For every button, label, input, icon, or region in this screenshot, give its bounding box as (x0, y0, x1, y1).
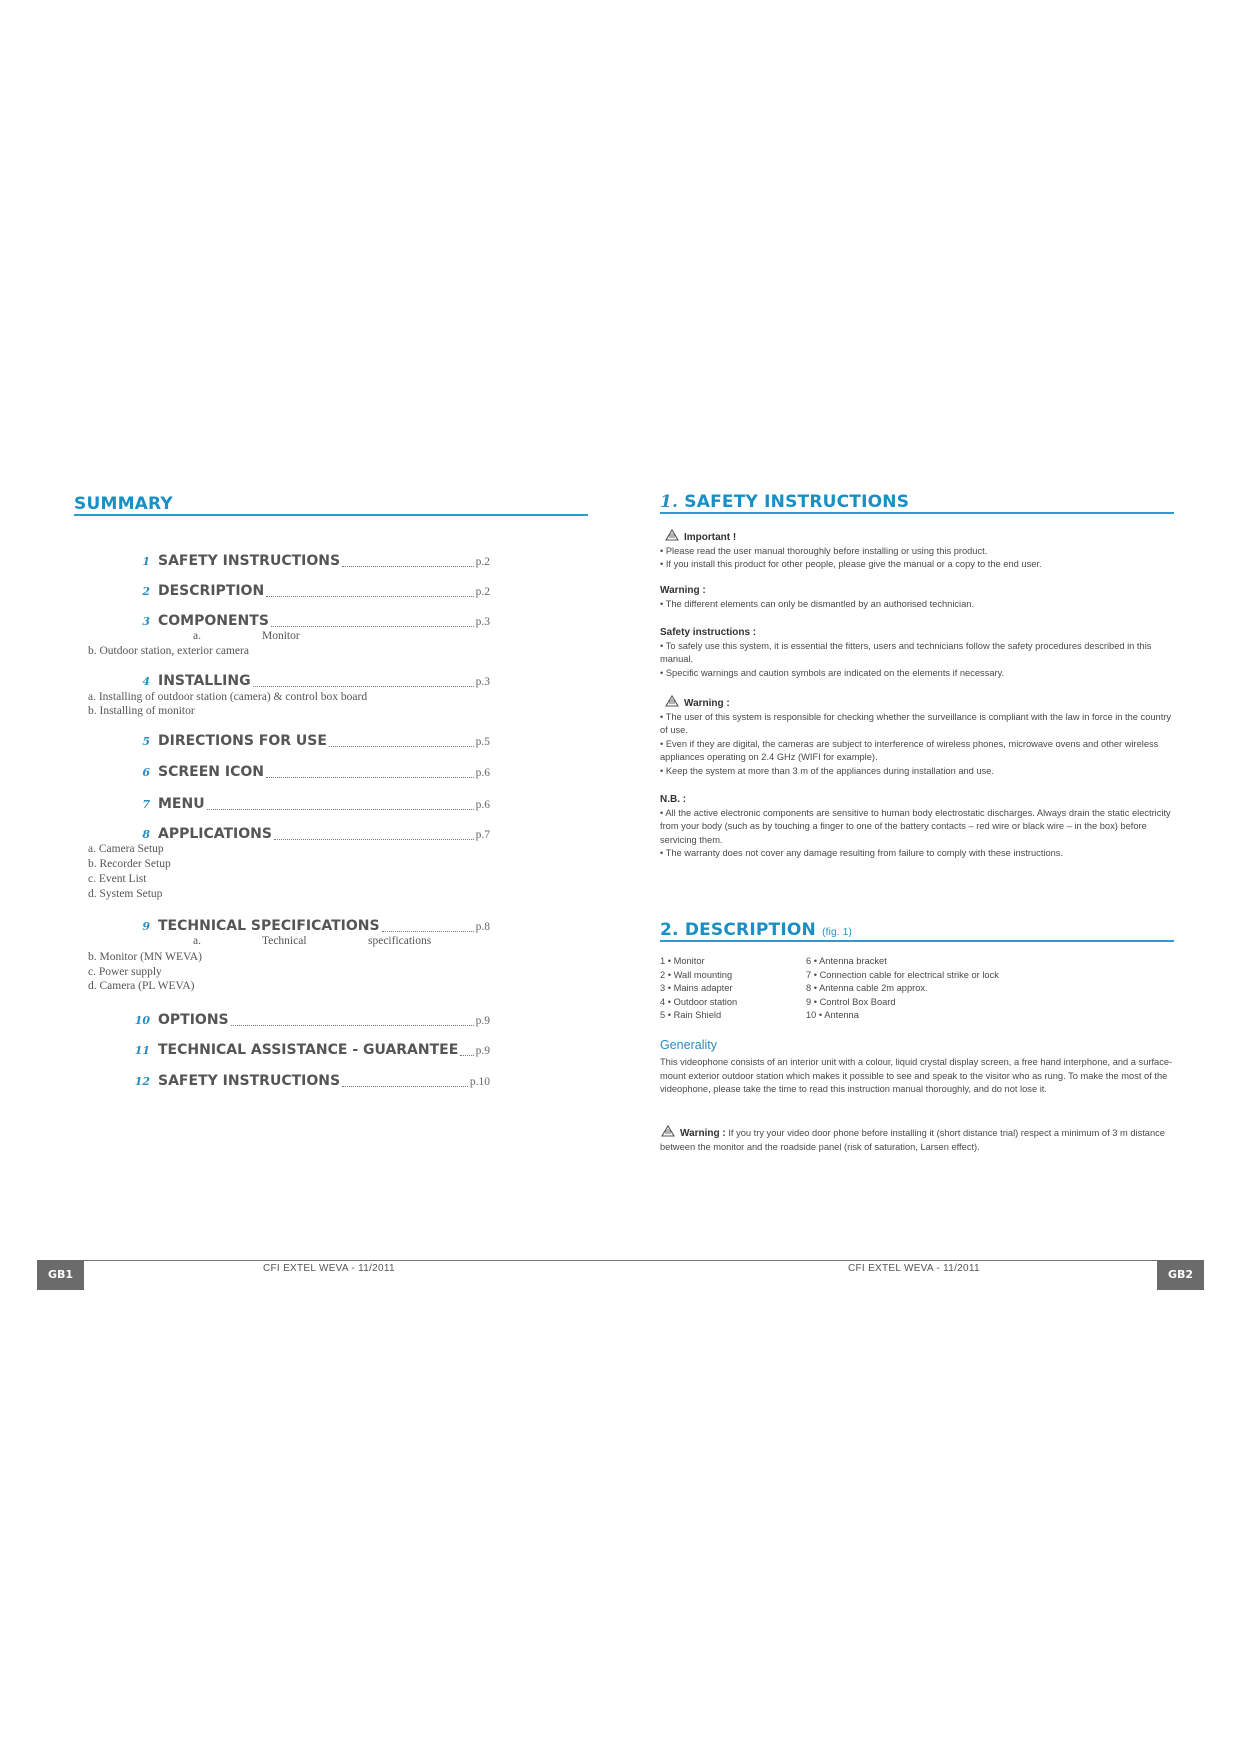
toc-leader (342, 565, 474, 567)
important-line: • Please read the user manual thoroughly before installing or using this product. (660, 545, 988, 556)
description-item: 2 • Wall mounting (660, 969, 733, 980)
toc-item-description[interactable] (132, 583, 490, 601)
applications-sub-c: c. Event List (88, 873, 147, 885)
toc-leader (342, 1085, 468, 1087)
warning3-label: Warning : (680, 1128, 726, 1139)
toc-page: p.3 (475, 616, 490, 628)
section-number: 1. (660, 492, 679, 512)
toc-number: 11 (134, 1044, 150, 1057)
warning2-line: • Keep the system at more than 3 m of the appliances during installation and use. (660, 765, 995, 776)
toc-number: 4 (142, 675, 150, 688)
toc-item-options[interactable] (132, 1012, 490, 1030)
applications-sub-d: d. System Setup (88, 888, 163, 900)
important-block (660, 528, 1180, 572)
warning2-block (660, 694, 1180, 779)
techspec-sub-a-word2: specifications (368, 935, 432, 947)
nb-label: N.B. : (660, 794, 687, 805)
toc-leader (253, 685, 474, 687)
toc-number: 10 (134, 1014, 150, 1027)
toc-title: DESCRIPTION (158, 583, 265, 599)
toc-page: p.8 (475, 921, 490, 933)
toc-page: p.9 (475, 1045, 490, 1057)
toc-page: p.9 (475, 1015, 490, 1027)
toc-leader (382, 930, 474, 932)
toc-page: p.7 (475, 829, 490, 841)
warning3-block (660, 1124, 1180, 1154)
installing-sub-a: a. Installing of outdoor station (camera) & control box board (88, 691, 368, 703)
toc-item-technical-assistance[interactable] (132, 1042, 490, 1060)
toc-number: 5 (142, 735, 150, 748)
footer-text-right: CFI EXTEL WEVA - 11/2011 (848, 1263, 980, 1274)
summary-rule (74, 514, 588, 516)
techspec-sub-a-letter: a. (193, 935, 201, 947)
toc-item-screen-icon[interactable] (132, 764, 490, 782)
description-item: 5 • Rain Shield (660, 1010, 722, 1021)
description-item: 7 • Connection cable for electrical strike or lock (806, 969, 999, 980)
toc-title: INSTALLING (158, 673, 251, 689)
applications-sub-b: b. Recorder Setup (88, 858, 171, 870)
toc-page: p.2 (475, 556, 490, 568)
toc-page: p.6 (475, 799, 490, 811)
techspec-sub-b: b. Monitor (MN WEVA) (88, 951, 202, 963)
warning1-text: • The different elements can only be dismantled by an authorised technician. (660, 598, 975, 609)
toc-number: 2 (142, 585, 150, 598)
description-item: 10 • Antenna (806, 1010, 859, 1021)
warning-hand-icon (664, 528, 680, 542)
toc-item-directions[interactable] (132, 733, 490, 751)
toc-title: OPTIONS (158, 1012, 229, 1028)
toc-number: 1 (142, 555, 150, 568)
section-title: SAFETY INSTRUCTIONS (684, 492, 910, 512)
toc-item-menu[interactable] (132, 796, 490, 814)
toc-item-safety[interactable] (132, 553, 490, 571)
toc-page: p.3 (475, 676, 490, 688)
toc-leader (266, 595, 473, 597)
toc-leader (231, 1024, 474, 1026)
warning-hand-icon (660, 1124, 676, 1138)
figure-reference: (fig. 1) (822, 927, 853, 938)
toc-item-components[interactable] (132, 613, 490, 631)
toc-page: p.5 (475, 736, 490, 748)
toc-title: TECHNICAL ASSISTANCE - GUARANTEE (158, 1042, 459, 1058)
toc-number: 12 (134, 1075, 150, 1088)
warning2-heading (664, 694, 1180, 711)
toc-item-safety-instructions-2[interactable] (132, 1073, 490, 1091)
toc-leader (329, 745, 474, 747)
page-tab-right: GB2 (1157, 1260, 1204, 1290)
description-item: 6 • Antenna bracket (806, 956, 887, 966)
toc-title: SAFETY INSTRUCTIONS (158, 1073, 341, 1089)
techspec-sub-d: d. Camera (PL WEVA) (88, 980, 195, 992)
description-item: 4 • Outdoor station (660, 996, 738, 1007)
warning2-line: • Even if they are digital, the cameras are subject to interference of wireless phones, microwave ovens and other wireless appliances operating on 2.4 GHz (WIFI for example). (660, 738, 1159, 763)
safety-rule (660, 512, 1174, 514)
description-list-left (660, 955, 737, 1023)
safety-instructions-label: Safety instructions : (660, 627, 757, 638)
toc-page: p.6 (475, 767, 490, 779)
warning1-block (660, 584, 1180, 611)
description-rule (660, 940, 1174, 942)
description-item: 3 • Mains adapter (660, 983, 733, 994)
footer-rule (37, 1260, 1204, 1261)
installing-sub-b: b. Installing of monitor (88, 705, 195, 717)
warning1-label: Warning : (660, 585, 706, 596)
section-number: 2. (660, 920, 679, 940)
toc-leader (460, 1054, 473, 1056)
components-sub-a-text: Monitor (262, 630, 300, 642)
toc-title: SAFETY INSTRUCTIONS (158, 553, 341, 569)
safety-heading (660, 492, 909, 512)
toc-leader (274, 838, 474, 840)
toc-number: 7 (142, 798, 150, 811)
summary-title: SUMMARY (74, 494, 173, 514)
toc-item-technical-specifications[interactable] (132, 918, 490, 936)
toc-leader (207, 808, 474, 810)
applications-sub-a: a. Camera Setup (88, 843, 164, 855)
nb-line: • The warranty does not cover any damage resulting from failure to comply with these instructions. (660, 848, 1064, 859)
description-heading (660, 920, 852, 940)
section-title: DESCRIPTION (684, 920, 816, 940)
toc-leader (271, 625, 474, 627)
warning-hand-icon (664, 694, 680, 708)
toc-number: 8 (142, 828, 150, 841)
warning2-line: • The user of this system is responsible for checking whether the surveillance is compliant with the law in force in the country of use. (660, 711, 1172, 736)
toc-item-applications[interactable] (132, 826, 490, 844)
toc-title: APPLICATIONS (158, 826, 272, 842)
description-item: 8 • Antenna cable 2m approx. (806, 983, 928, 994)
safety-line: • Specific warnings and caution symbols are indicated on the elements if necessary. (660, 667, 1005, 678)
warning2-label: Warning : (684, 698, 730, 709)
description-list-right (806, 955, 999, 1023)
toc-title: MENU (158, 796, 205, 812)
important-line: • If you install this product for other people, please give the manual or a copy to the end user. (660, 559, 1042, 570)
toc-number: 6 (142, 766, 150, 779)
page-tab-left: GB1 (37, 1260, 84, 1290)
safety-line: • To safely use this system, it is essential the fitters, users and technicians follow the safety procedures described in this manual. (660, 640, 1152, 665)
safety-instructions-block (660, 626, 1180, 680)
components-sub-a-letter: a. (193, 630, 201, 642)
description-item: 9 • Control Box Board (806, 996, 896, 1007)
toc-page: p.2 (475, 586, 490, 598)
toc-title: TECHNICAL SPECIFICATIONS (158, 918, 380, 934)
toc-number: 3 (142, 615, 150, 628)
important-heading (664, 528, 1180, 545)
toc-title: DIRECTIONS FOR USE (158, 733, 327, 749)
nb-block (660, 793, 1180, 861)
generality-title: Generality (660, 1038, 717, 1052)
techspec-sub-a-word1: Technical (262, 935, 307, 947)
toc-item-installing[interactable] (132, 673, 490, 691)
description-item: 1 • Monitor (660, 956, 705, 966)
footer-text-left: CFI EXTEL WEVA - 11/2011 (263, 1263, 395, 1274)
toc-number: 9 (142, 920, 150, 933)
warning3-text: If you try your video door phone before installing it (short distance trial) respect a minimum of 3 m distance between the monitor and the roadside panel (risk of saturation, Larsen effect). (660, 1128, 1165, 1152)
generality-text: This videophone consists of an interior unit with a colour, liquid crystal display screen, a free hand interphone, and a surface-mount exterior outdoor station which makes it possible to see and speak to the visitor who as rung. To make the most of the videophone, please take the time to read this instruction manual thoroughly, and do not lose it. (660, 1057, 1173, 1095)
nb-line: • All the active electronic components are sensitive to human body electrostatic discharges. Always drain the static electricity from your body (such as by touching a finger to one of the battery contacts – red wire or black wire – in the box) before servicing them. (660, 807, 1171, 845)
toc-page: p.10 (469, 1076, 490, 1088)
important-label: Important ! (684, 532, 737, 543)
techspec-sub-c: c. Power supply (88, 966, 162, 978)
toc-title: SCREEN ICON (158, 764, 264, 780)
toc-title: COMPONENTS (158, 613, 269, 629)
components-sub-b: b. Outdoor station, exterior camera (88, 645, 249, 657)
toc-leader (266, 776, 474, 778)
